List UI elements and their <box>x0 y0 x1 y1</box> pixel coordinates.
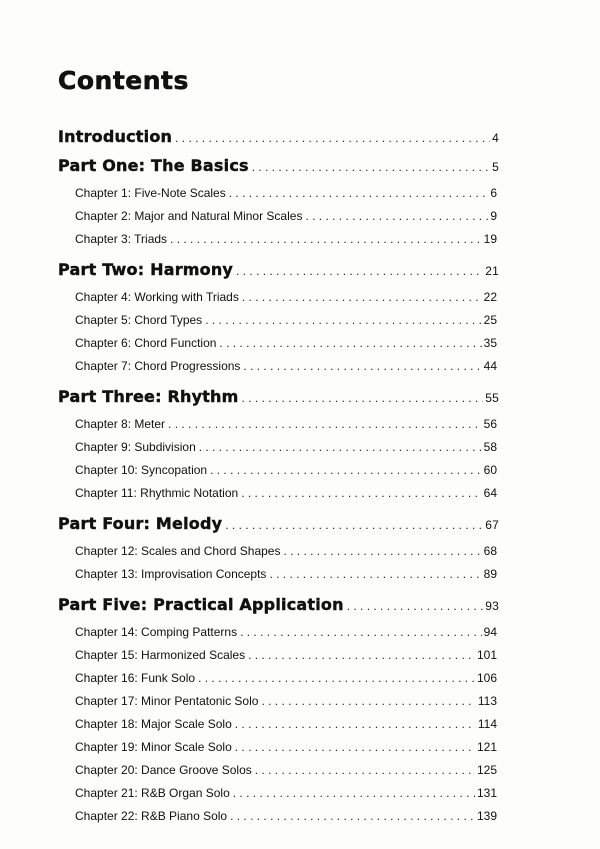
page-number: 58 <box>483 440 497 454</box>
chapter-title: Chapter 6: Chord Function <box>75 336 217 350</box>
toc-chapter-entry <box>75 809 497 823</box>
chapter-title: Chapter 12: Scales and Chord Shapes <box>75 544 281 558</box>
page-number: 60 <box>483 463 497 477</box>
toc-chapter-entry <box>75 740 497 754</box>
dot-leader <box>344 599 484 613</box>
toc-part-entry <box>58 595 499 614</box>
page-number: 25 <box>483 313 497 327</box>
toc-chapter-entry <box>75 717 497 731</box>
dot-leader <box>216 336 481 350</box>
page-number: 68 <box>483 544 497 558</box>
chapter-title: Chapter 18: Major Scale Solo <box>75 717 232 731</box>
toc-chapter-entry <box>75 359 497 373</box>
toc-chapter-entry <box>75 336 497 350</box>
chapter-title: Chapter 1: Five-Note Scales <box>75 186 226 200</box>
toc-chapter-entry <box>75 786 497 800</box>
page-number: 6 <box>490 186 497 200</box>
toc-chapter-entry <box>75 232 497 246</box>
dot-leader <box>280 544 481 558</box>
page-number: 22 <box>483 290 497 304</box>
toc-chapter-entry <box>75 763 497 777</box>
chapter-title: Chapter 9: Subdivision <box>75 440 196 454</box>
chapter-title: Chapter 13: Improvisation Concepts <box>75 567 267 581</box>
chapter-title: Chapter 17: Minor Pentatonic Solo <box>75 694 259 708</box>
page-number: 9 <box>490 209 497 223</box>
dot-leader <box>249 160 490 174</box>
page-number: 114 <box>477 717 497 731</box>
dot-leader <box>240 359 481 373</box>
dot-leader <box>207 463 482 477</box>
toc-chapter-entry <box>75 186 497 200</box>
chapter-title: Chapter 11: Rhythmic Notation <box>75 486 239 500</box>
dot-leader <box>226 186 489 200</box>
toc-part-entry <box>58 156 499 175</box>
dot-leader <box>165 417 482 431</box>
dot-leader <box>252 763 475 777</box>
part-title: Part Five: Practical Application <box>58 595 344 614</box>
dot-leader <box>222 518 483 532</box>
toc-chapter-entry <box>75 313 497 327</box>
page-number: 93 <box>485 599 499 613</box>
page-number: 56 <box>483 417 497 431</box>
page-title: Contents <box>58 66 189 95</box>
page-number: 121 <box>476 740 497 754</box>
page-number: 125 <box>476 763 497 777</box>
dot-leader <box>232 740 475 754</box>
toc-chapter-entry <box>75 648 497 662</box>
dot-leader <box>202 313 481 327</box>
page-number: 35 <box>483 336 497 350</box>
page-number: 113 <box>477 694 497 708</box>
page-number: 67 <box>485 518 499 532</box>
toc-chapter-entry <box>75 694 497 708</box>
page-number: 89 <box>483 567 497 581</box>
dot-leader <box>239 391 484 405</box>
page-number: 64 <box>483 486 497 500</box>
dot-leader <box>266 567 481 581</box>
dot-leader <box>195 671 475 685</box>
dot-leader <box>238 486 481 500</box>
chapter-title: Chapter 4: Working with Triads <box>75 290 239 304</box>
toc-part-entry <box>58 387 499 406</box>
dot-leader <box>233 264 483 278</box>
chapter-title: Chapter 14: Comping Patterns <box>75 625 238 639</box>
chapter-title: Chapter 7: Chord Progressions <box>75 359 241 373</box>
page-number: 19 <box>483 232 497 246</box>
page-number: 4 <box>492 131 499 145</box>
chapter-title: Chapter 2: Major and Natural Minor Scales <box>75 209 303 223</box>
part-title: Part Four: Melody <box>58 514 223 533</box>
dot-leader <box>245 648 475 662</box>
page-number: 131 <box>476 786 497 800</box>
page-number: 44 <box>483 359 497 373</box>
page-number: 101 <box>476 648 497 662</box>
toc-chapter-entry <box>75 463 497 477</box>
chapter-title: Chapter 3: Triads <box>75 232 168 246</box>
toc-chapter-entry <box>75 625 497 639</box>
page-number: 55 <box>485 391 499 405</box>
dot-leader <box>172 131 490 145</box>
toc-chapter-entry <box>75 209 497 223</box>
dot-leader <box>258 694 475 708</box>
page-number: 106 <box>476 671 497 685</box>
chapter-title: Chapter 19: Minor Scale Solo <box>75 740 232 754</box>
toc-part-entry <box>58 514 499 533</box>
dot-leader <box>239 290 482 304</box>
chapter-title: Chapter 21: R&B Organ Solo <box>75 786 230 800</box>
dot-leader <box>237 625 482 639</box>
chapter-title: Chapter 15: Harmonized Scales <box>75 648 246 662</box>
chapter-title: Chapter 20: Dance Groove Solos <box>75 763 252 777</box>
page-number: 5 <box>492 160 499 174</box>
toc-chapter-entry <box>75 417 497 431</box>
dot-leader <box>232 717 476 731</box>
page-number: 139 <box>476 809 497 823</box>
dot-leader <box>167 232 482 246</box>
toc-chapter-entry <box>75 567 497 581</box>
part-title: Part One: The Basics <box>58 156 249 175</box>
dot-leader <box>196 440 482 454</box>
part-title: Part Three: Rhythm <box>58 387 239 406</box>
chapter-title: Chapter 8: Meter <box>75 417 166 431</box>
dot-leader <box>230 786 475 800</box>
dot-leader <box>227 809 475 823</box>
part-title: Introduction <box>58 127 173 146</box>
chapter-title: Chapter 10: Syncopation <box>75 463 208 477</box>
toc-chapter-entry <box>75 440 497 454</box>
toc-part-entry <box>58 127 499 146</box>
toc-chapter-entry <box>75 290 497 304</box>
toc-part-entry <box>58 260 499 279</box>
chapter-title: Chapter 5: Chord Types <box>75 313 203 327</box>
page-number: 94 <box>483 625 497 639</box>
chapter-title: Chapter 22: R&B Piano Solo <box>75 809 228 823</box>
dot-leader <box>302 209 488 223</box>
part-title: Part Two: Harmony <box>58 260 234 279</box>
page-number: 21 <box>485 264 499 278</box>
toc-chapter-entry <box>75 671 497 685</box>
toc-chapter-entry <box>75 544 497 558</box>
chapter-title: Chapter 16: Funk Solo <box>75 671 196 685</box>
toc-chapter-entry <box>75 486 497 500</box>
